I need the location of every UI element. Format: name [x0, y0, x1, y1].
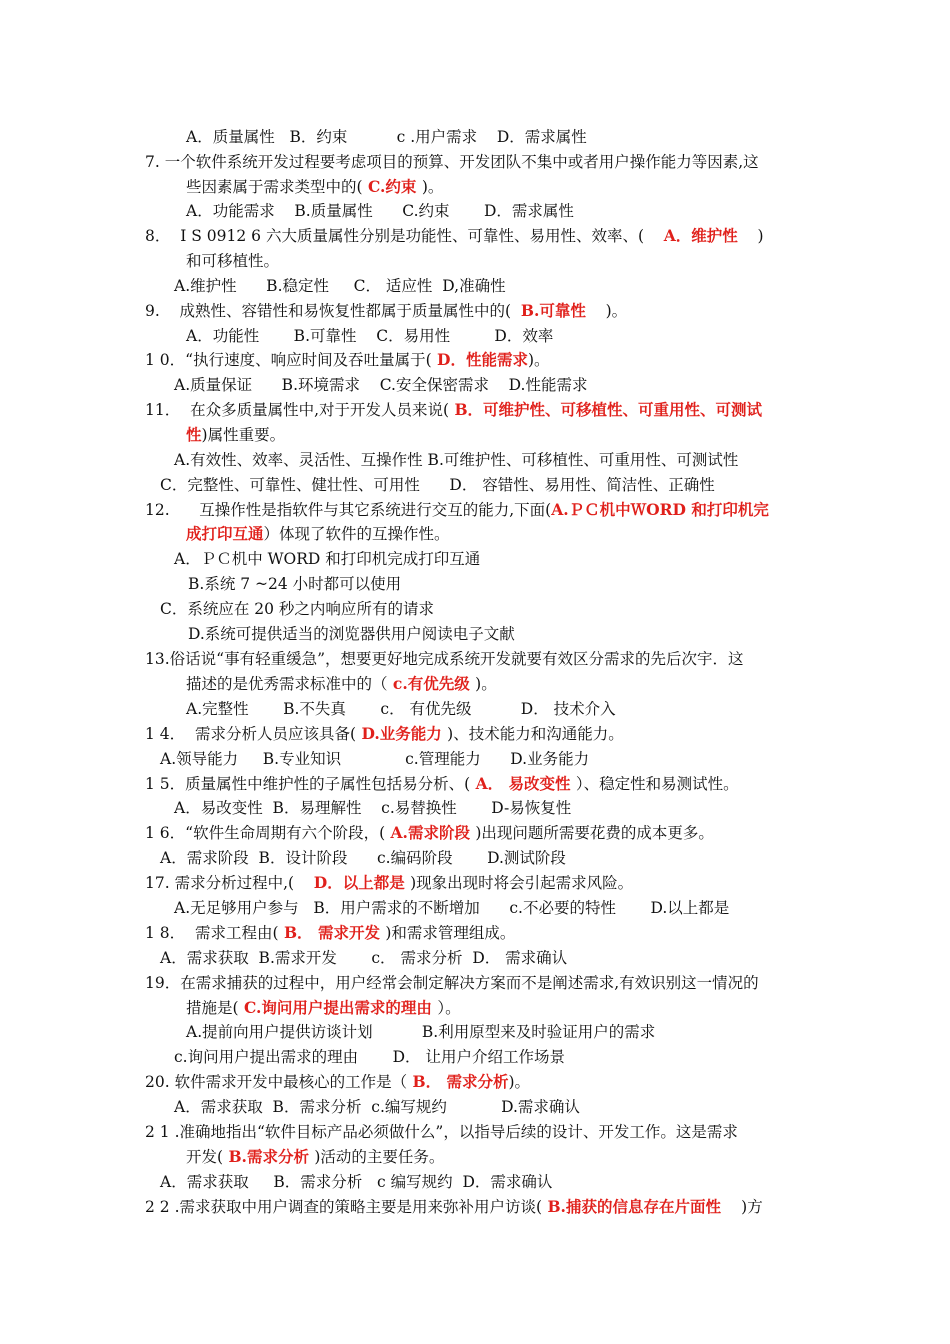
answer-highlight: B.捕获的信息存在片面性 [542, 1197, 727, 1216]
answer-highlight: A． 易改变性 [470, 774, 576, 793]
question-line: 13.俗话说“事有轻重缓急”，想要更好地完成系统开发就要有效区分需求的先后次宇．这 [145, 650, 744, 668]
answer-highlight: D.业务能力 [356, 724, 448, 743]
options-line: B.系统 7 ~24 小时都可以使用 [188, 575, 402, 593]
answer-highlight: 成打印互通 [186, 524, 264, 543]
answer-highlight: A．维护性 [663, 226, 738, 245]
options-line: A.有效性、效率、灵活性、互操作性 B.可维护性、可移植性、可重用性、可测试性 [174, 451, 739, 469]
options-line: A.无足够用户参与 B．用户需求的不断增加 c.不必要的特性 D.以上都是 [174, 899, 730, 917]
question-line: 12. 互操作性是指软件与其它系统进行交互的能力,下面(A.ＰＣ机中ＷORD 和打印机完 [145, 500, 769, 519]
question-line: 性)属性重要。 [186, 425, 286, 444]
question-line: 1 5．质量属性中维护性的子属性包括易分析、( A． 易改变性 ）、稳定性和易测试性。 [145, 774, 739, 793]
options-line: C．系统应在 20 秒之内响应所有的请求 [160, 600, 434, 618]
answer-highlight: B．可维护性、可移植性、可重用性、可测试 [449, 400, 763, 419]
question-line: 9. 成熟性、容错性和易恢复性都属于质量属性中的( B.可靠性 )。 [145, 301, 628, 320]
question-line: 1 6．“软件生命周期有六个阶段，( A.需求阶段 )出现问题所需要花费的成本更多。 [145, 823, 714, 842]
options-line: A.维护性 B.稳定性 C． 适应性 D,准确性 [174, 277, 506, 295]
options-line: A.提前向用户提供访谈计划 B.利用原型来及时验证用户的需求 [186, 1023, 656, 1041]
options-line: C．完整性、可靠性、健壮性、可用性 D． 容错性、易用性、简洁性、正确性 [160, 476, 715, 494]
answer-highlight: C.询问用户提出需求的理由 [238, 998, 438, 1017]
question-line: 2 1 .准确地指出“软件目标产品必须做什么”，以指导后续的设计、开发工作。这是需求 [145, 1123, 738, 1141]
options-line: A．需求获取 B．需求分析 c 编写规约 D．需求确认 [160, 1173, 553, 1191]
question-line: 描述的是优秀需求标准中的（ c.有优先级 )。 [186, 674, 497, 693]
options-line: A.质量保证 B.环境需求 C.安全保密需求 D.性能需求 [174, 376, 588, 394]
text-line: A．质量属性 B．约束 c .用户需求 D．需求属性 [186, 128, 587, 146]
options-line: A.领导能力 B.专业知识 c.管理能力 D.业务能力 [160, 750, 590, 768]
question-line: 20. 软件需求开发中最核心的工作是（ B． 需求分析)。 [145, 1072, 531, 1091]
answer-highlight: c.有优先级 [387, 674, 476, 693]
options-line: A．需求获取 B．需求分析 c.编写规约 D.需求确认 [174, 1098, 580, 1116]
question-line: 成打印互通）体现了软件的互操作性。 [186, 524, 450, 543]
answer-highlight: B.可靠性 [520, 301, 586, 320]
options-line: A．功能需求 B.质量属性 C.约束 D．需求属性 [186, 202, 574, 220]
answer-highlight: A.ＰＣ机中ＷORD 和打印机完 [551, 500, 769, 519]
question-line: 7. 一个软件系统开发过程要考虑项目的预算、开发团队不集中或者用户操作能力等因素,这 [145, 153, 759, 171]
question-line: 17. 需求分析过程中,( D．以上都是 )现象出现时将会引起需求风险。 [145, 873, 634, 892]
question-line: 2 2 .需求获取中用户调查的策略主要是用来弥补用户访谈( B.捕获的信息存在片面性 )方 [145, 1197, 763, 1216]
question-line: 些因素属于需求类型中的( C.约束 )。 [186, 177, 444, 196]
question-line: 措施是( C.询问用户提出需求的理由 ）。 [186, 998, 461, 1017]
answer-highlight: A.需求阶段 [385, 823, 476, 842]
question-line: 8． I S 0912 6 六大质量属性分别是功能性、可靠性、易用性、效率、( A．维护性 ) [145, 226, 764, 245]
question-line: 和可移植性。 [186, 252, 280, 270]
options-line: A．需求阶段 B．设计阶段 c.编码阶段 D.测试阶段 [160, 849, 566, 867]
options-line: A.完整性 B.不失真 c． 有优先级 D． 技术介入 [186, 700, 616, 718]
question-line: 1 4． 需求分析人员应该具备( D.业务能力 )、技术能力和沟通能力。 [145, 724, 624, 743]
answer-highlight: 性 [186, 425, 202, 444]
question-line: 11． 在众多质量属性中,对于开发人员来说( B．可维护性、可移植性、可重用性、可测试 [145, 400, 763, 419]
options-line: A．功能性 B.可靠性 C．易用性 D．效率 [186, 327, 554, 345]
options-line: c.询问用户提出需求的理由 D． 让用户介绍工作场景 [174, 1048, 565, 1066]
answer-highlight: B.需求分析 [223, 1147, 315, 1166]
options-line: A．ＰＣ机中 WORD 和打印机完成打印互通 [174, 550, 481, 568]
answer-highlight: C.约束 [362, 177, 422, 196]
question-line: 1 0．“执行速度、响应时间及吞吐量属于( D．性能需求)。 [145, 350, 550, 369]
options-line: D.系统可提供适当的浏览器供用户阅读电子文献 [188, 625, 515, 643]
answer-highlight: B． 需求分析 [407, 1072, 509, 1091]
options-line: A．需求获取 B.需求开发 c． 需求分析 D． 需求确认 [160, 949, 568, 967]
answer-highlight: D．性能需求 [431, 350, 528, 369]
question-line: 19．在需求捕获的过程中，用户经常会制定解决方案而不是阐述需求,有效识别这一情况的 [145, 974, 759, 992]
question-line: 开发( B.需求分析 )活动的主要任务。 [186, 1147, 445, 1166]
question-line: 1 8． 需求工程由( B． 需求开发 )和需求管理组成。 [145, 923, 516, 942]
answer-highlight: D．以上都是 [313, 873, 411, 892]
options-line: A．易改变性 B．易理解性 c.易替换性 D-易恢复性 [174, 799, 572, 817]
answer-highlight: B． 需求开发 [278, 923, 386, 942]
